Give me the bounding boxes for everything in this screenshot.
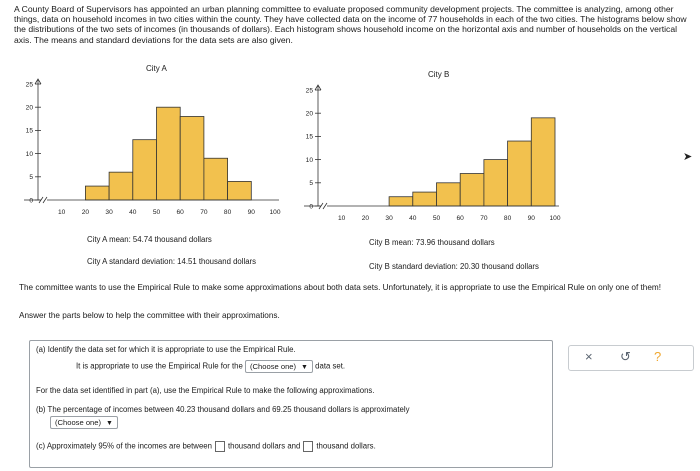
chevron-down-icon: ▼	[106, 420, 113, 427]
part-c-middle: thousand dollars and	[227, 441, 301, 451]
city-b-x-tick-label-70: 70	[480, 215, 488, 222]
city-a-x-tick-label-20: 20	[81, 209, 90, 216]
answer-instructions: Answer the parts below to help the committee with their approximations.	[19, 311, 280, 320]
part-c-upper-input[interactable]	[303, 441, 313, 452]
city-a-x-tick-label-50: 50	[152, 209, 161, 216]
city-a-bar-60	[180, 116, 204, 200]
city-a-x-tick-label-40: 40	[129, 209, 137, 216]
city-b-y-tick-label-5: 5	[309, 180, 313, 188]
city-a-bar-50	[157, 107, 181, 200]
city-a-y-tick-label-10: 10	[25, 150, 33, 158]
city-b-x-tick-label-90: 90	[527, 215, 535, 222]
city-a-x-tick-label-90: 90	[247, 209, 255, 216]
part-c-prefix: (c) Approximately 95% of the incomes are between	[36, 441, 212, 451]
part-a-dropdown[interactable]	[245, 360, 313, 373]
answer-toolbar	[568, 345, 694, 371]
part-a-suffix: data set.	[315, 361, 346, 371]
city-a-histogram	[20, 76, 285, 224]
chevron-down-icon: ▼	[301, 364, 308, 371]
city-b-x-tick-label-10: 10	[338, 215, 346, 222]
city-a-x-tick-label-80: 80	[223, 209, 232, 216]
city-a-y-tick-label-25: 25	[25, 81, 33, 89]
city-b-y-tick-label-15: 15	[305, 133, 313, 141]
city-b-bar-40	[413, 192, 437, 206]
city-a-title: City A	[146, 64, 167, 73]
city-b-x-tick-label-30: 30	[385, 215, 393, 222]
city-a-y-tick-label-20: 20	[25, 104, 33, 112]
empirical-rule-note: The committee wants to use the Empirical Rule to make some approximations about both data sets. Unfortunately, it is appropriate to use the Empirical Rule on only one of them!	[19, 283, 661, 292]
city-a-axis-break-2	[43, 197, 47, 203]
city-a-x-tick-label-70: 70	[200, 209, 208, 216]
city-a-sd: City A standard deviation: 14.51 thousand dollars	[87, 257, 257, 266]
close-icon[interactable]: ×	[585, 349, 593, 364]
city-b-bar-90	[531, 118, 555, 206]
city-b-x-tick-label-80: 80	[503, 215, 512, 222]
city-b-y-tick-label-10: 10	[305, 156, 313, 164]
city-b-x-tick-label-50: 50	[432, 215, 441, 222]
undo-icon[interactable]: ↺	[620, 349, 631, 364]
part-a-prefix: It is appropriate to use the Empirical Rule for the	[76, 361, 243, 371]
part-b-dropdown[interactable]	[50, 416, 118, 429]
city-b-x-tick-label-20: 20	[361, 215, 370, 222]
problem-intro: A County Board of Supervisors has appointed an urban planning committee to evaluate proposed community development projects. The committee is analyzing, among other things, data on household incomes in two cities within the county. They have collected data on the income of 77 households in each of the two cities. The histograms below show the distributions of the two sets of incomes (in thousands of dollars). Each histogram shows household income on the horizontal axis and number of households on the vertical axis. The means and standard deviations for the data sets are also given.	[14, 4, 687, 45]
city-a-bar-20	[85, 186, 109, 200]
city-b-bar-80	[508, 141, 532, 206]
city-a-y-tick-label-0: 0	[29, 197, 33, 205]
part-b-dropdown-value: (Choose one)	[55, 418, 102, 427]
city-b-sd: City B standard deviation: 20.30 thousand dollars	[369, 262, 539, 271]
city-a-bar-70	[204, 158, 228, 200]
city-b-x-tick-label-100: 100	[549, 215, 561, 222]
part-a-row	[76, 360, 345, 373]
city-b-y-tick-label-25: 25	[305, 87, 313, 95]
help-icon[interactable]: ?	[654, 349, 662, 364]
part-c-lower-input[interactable]	[215, 441, 225, 452]
city-a-x-tick-label-60: 60	[176, 209, 184, 216]
city-b-histogram	[300, 82, 565, 230]
city-b-x-tick-label-60: 60	[456, 215, 464, 222]
part-b-row	[50, 416, 118, 429]
city-b-axis-break-2	[323, 203, 327, 209]
part-c-suffix: thousand dollars.	[316, 441, 376, 451]
answer-panel	[29, 340, 553, 468]
part-c-row	[36, 441, 376, 452]
city-a-x-tick-label-30: 30	[105, 209, 113, 216]
part-a-label: (a) Identify the data set for which it is appropriate to use the Empirical Rule.	[36, 345, 296, 354]
city-a-bar-40	[133, 140, 157, 200]
followup-text: For the data set identified in part (a), use the Empirical Rule to make the following approximations.	[36, 386, 375, 395]
city-b-x-tick-label-40: 40	[409, 215, 417, 222]
city-b-bar-60	[460, 174, 484, 206]
city-a-y-tick-label-5: 5	[29, 174, 33, 182]
city-b-y-tick-label-0: 0	[309, 203, 313, 211]
city-b-bar-30	[389, 197, 413, 206]
part-a-dropdown-value: (Choose one)	[250, 362, 297, 371]
city-a-x-tick-label-100: 100	[269, 209, 281, 216]
city-b-bar-70	[484, 160, 508, 206]
city-b-y-tick-label-20: 20	[305, 110, 313, 118]
city-b-title: City B	[428, 70, 450, 79]
mouse-cursor-icon: ➤	[683, 151, 693, 163]
city-a-mean: City A mean: 54.74 thousand dollars	[87, 235, 212, 244]
city-b-mean: City B mean: 73.96 thousand dollars	[369, 238, 495, 247]
city-a-y-tick-label-15: 15	[25, 127, 33, 135]
city-a-bar-80	[228, 181, 252, 200]
city-a-bar-30	[109, 172, 133, 200]
city-a-x-tick-label-10: 10	[58, 209, 66, 216]
city-b-bar-50	[437, 183, 461, 206]
part-b-label: (b) The percentage of incomes between 40.23 thousand dollars and 69.25 thousand dollars is approximately	[36, 405, 410, 414]
